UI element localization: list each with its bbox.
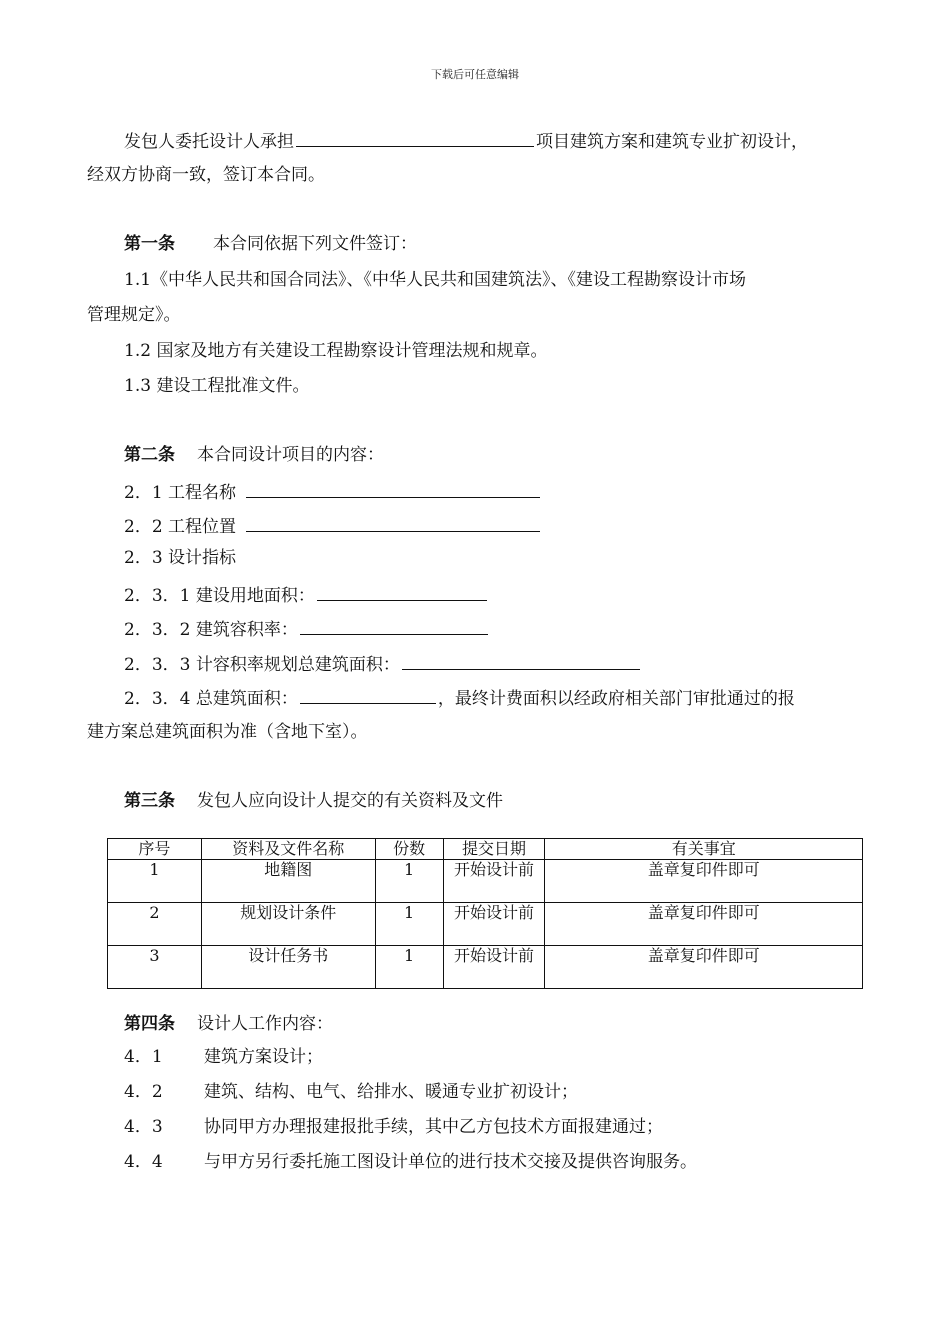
- item-number: 4．4: [124, 1152, 163, 1172]
- header-copies: 份数: [375, 839, 443, 860]
- cell-remarks: 盖章复印件即可: [545, 860, 863, 903]
- total-area-input[interactable]: [300, 685, 436, 704]
- intro-line-1: [124, 128, 808, 153]
- article-4-title: 第四条: [124, 1014, 175, 1034]
- page-header: 下载后可任意编辑: [431, 68, 519, 81]
- total-area-note-cont: 建方案总建筑面积为准（含地下室）。: [87, 722, 368, 742]
- land-area-field: [124, 582, 489, 607]
- article-4-item: [124, 1046, 323, 1068]
- planned-area-label: 2．3．3 计容积率规划总建筑面积：: [124, 655, 400, 675]
- cell-document-name: 规划设计条件: [201, 903, 375, 946]
- design-indicators-label: 2．3 设计指标: [124, 548, 237, 568]
- table-header-row: [108, 839, 863, 860]
- plot-ratio-label: 2．3．2 建筑容积率：: [124, 620, 298, 640]
- cell-submit-date: 开始设计前: [443, 946, 545, 989]
- total-area-field: [124, 685, 795, 710]
- total-area-label: 2．3．4 总建筑面积：: [124, 689, 298, 709]
- article-1-item-2: 1.2 国家及地方有关建设工程勘察设计管理法规和规章。: [124, 341, 548, 361]
- intro-text-part1: 发包人委托设计人承担: [124, 132, 294, 152]
- project-location-field: [124, 513, 542, 538]
- header-document-name: 资料及文件名称: [201, 839, 375, 860]
- table-row: [108, 860, 863, 903]
- item-number: 4．1: [124, 1047, 163, 1067]
- item-text: 与甲方另行委托施工图设计单位的进行技术交接及提供咨询服务。: [204, 1152, 697, 1172]
- article-4-item: [124, 1081, 578, 1103]
- project-name-input[interactable]: [246, 479, 540, 498]
- cell-remarks: 盖章复印件即可: [545, 903, 863, 946]
- cell-serial: 2: [108, 903, 202, 946]
- item-text: 建筑方案设计；: [204, 1047, 323, 1067]
- documents-table: [107, 838, 863, 989]
- article-3-text: 发包人应向设计人提交的有关资料及文件: [197, 791, 503, 811]
- article-1-item-1-cont: 管理规定》。: [87, 305, 181, 325]
- article-2-title: 第二条: [124, 445, 175, 465]
- cell-serial: 3: [108, 946, 202, 989]
- article-4-item: [124, 1151, 697, 1173]
- item-text: 建筑、结构、电气、给排水、暖通专业扩初设计；: [204, 1082, 578, 1102]
- planned-area-field: [124, 651, 642, 676]
- cell-document-name: 地籍图: [201, 860, 375, 903]
- project-name-blank[interactable]: [296, 128, 534, 147]
- cell-copies: 1: [375, 860, 443, 903]
- article-1-item-1: 1.1《中华人民共和国合同法》、《中华人民共和国建筑法》、《建设工程勘察设计市场: [124, 270, 747, 290]
- article-1-text: 本合同依据下列文件签订：: [213, 234, 417, 254]
- table-row: [108, 903, 863, 946]
- table-row: [108, 946, 863, 989]
- header-remarks: 有关事宜: [545, 839, 863, 860]
- article-2-heading: [124, 444, 384, 466]
- article-2-text: 本合同设计项目的内容：: [197, 445, 384, 465]
- project-name-field: [124, 479, 542, 504]
- land-area-label: 2．3．1 建设用地面积：: [124, 586, 315, 606]
- plot-ratio-input[interactable]: [300, 616, 488, 635]
- planned-area-input[interactable]: [402, 651, 640, 670]
- article-4-text: 设计人工作内容：: [197, 1014, 333, 1034]
- total-area-note: ，最终计费面积以经政府相关部门审批通过的报: [437, 689, 795, 709]
- item-number: 4．3: [124, 1117, 163, 1137]
- intro-text-part2: 项目建筑方案和建筑专业扩初设计，: [536, 132, 808, 152]
- project-name-label: 2．1 工程名称: [124, 483, 237, 503]
- cell-remarks: 盖章复印件即可: [545, 946, 863, 989]
- header-serial: 序号: [108, 839, 202, 860]
- article-4-item: [124, 1116, 663, 1138]
- article-3-heading: [124, 790, 503, 812]
- header-submit-date: 提交日期: [443, 839, 545, 860]
- project-location-label: 2．2 工程位置: [124, 517, 237, 537]
- cell-submit-date: 开始设计前: [443, 860, 545, 903]
- cell-document-name: 设计任务书: [201, 946, 375, 989]
- land-area-input[interactable]: [317, 582, 487, 601]
- cell-submit-date: 开始设计前: [443, 903, 545, 946]
- project-location-input[interactable]: [246, 513, 540, 532]
- article-3-title: 第三条: [124, 791, 175, 811]
- article-1-item-3: 1.3 建设工程批准文件。: [124, 376, 310, 396]
- article-1-heading: [124, 233, 417, 255]
- plot-ratio-field: [124, 616, 490, 641]
- cell-copies: 1: [375, 946, 443, 989]
- cell-copies: 1: [375, 903, 443, 946]
- item-text: 协同甲方办理报建报批手续，其中乙方包技术方面报建通过；: [204, 1117, 663, 1137]
- cell-serial: 1: [108, 860, 202, 903]
- article-1-title: 第一条: [124, 234, 175, 254]
- item-number: 4．2: [124, 1082, 163, 1102]
- intro-line-2: 经双方协商一致，签订本合同。: [87, 165, 325, 185]
- article-4-heading: [124, 1013, 333, 1035]
